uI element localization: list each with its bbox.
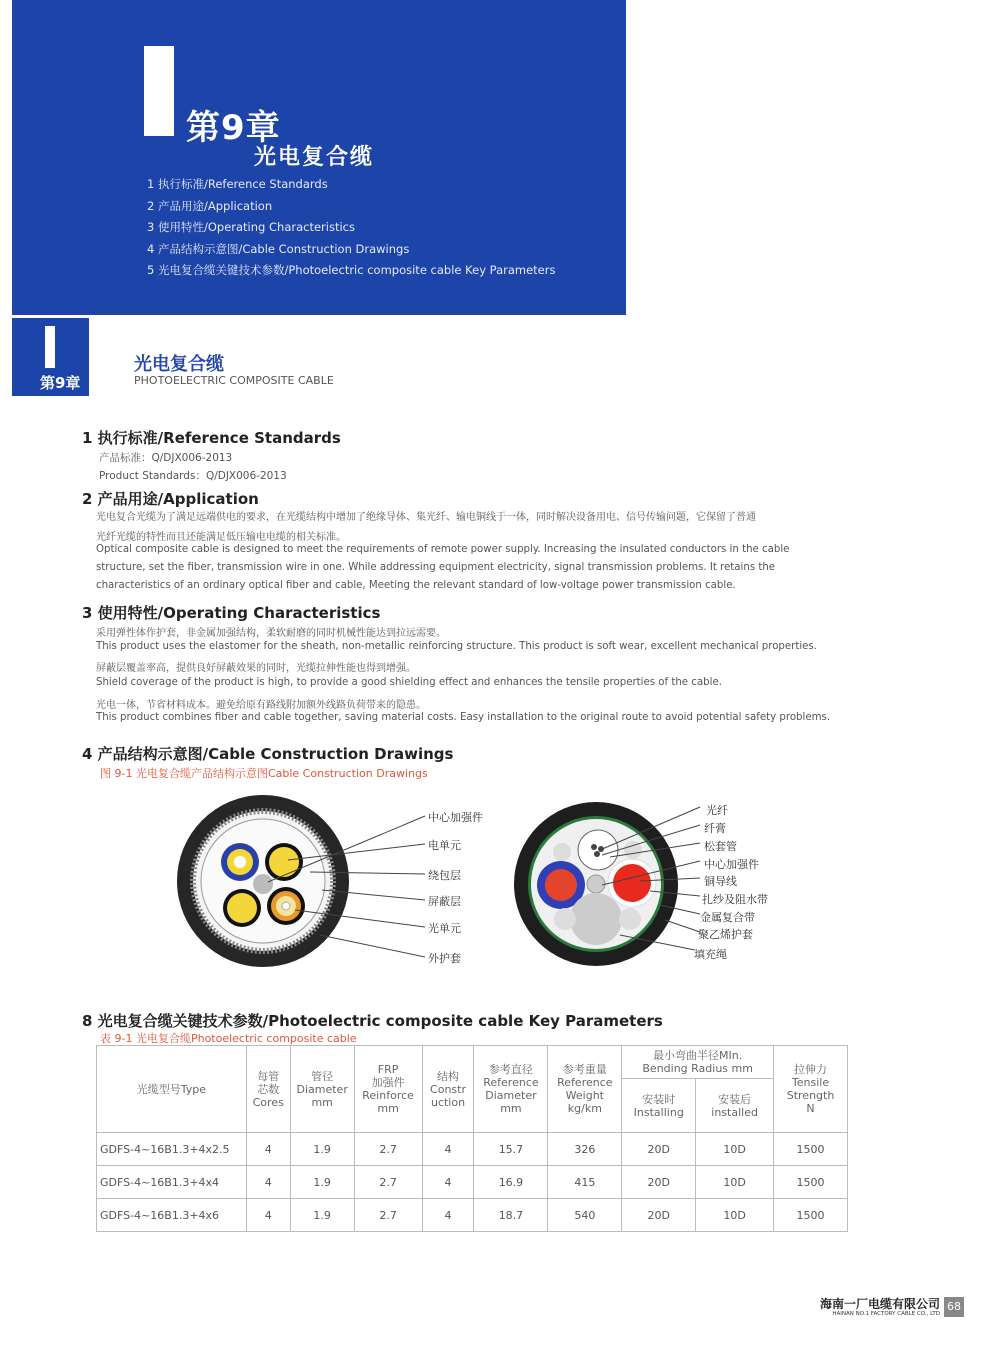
filler-rope [619,908,641,930]
application-en-1: Optical composite cable is designed to meet the requirements of remote power supply. Increasing the insulated conductors in the cable [96,544,790,555]
toc-item: 4 产品结构示意图/Cable Construction Drawings [147,241,410,256]
label-filler-rope: 填充绳 [694,948,727,961]
label-binder-tape: 扎纱及阻水带 [702,893,768,906]
characteristic-en-3: This product combines fiber and cable together, saving material costs. Easy installation to the original route to avoid potential safety problems. [96,712,831,723]
toc-item: 1 执行标准/Reference Standards [147,177,328,191]
toc-item: 3 使用特性/Operating Characteristics [147,220,355,234]
filler-rope [554,908,576,930]
label-electric-unit: 电单元 [428,839,461,852]
label-metal-tape: 金属复合带 [700,911,755,924]
application-cn-1: 光电复合光缆为了满足远端供电的要求，在光缆结构中增加了绝缘导体、集光纤、输电铜线于一体，同时解决设备用电、信号传输问题，它保留了普通 [96,512,756,523]
chapter-tab-label: 第9章 [40,374,81,392]
label-copper-conductor: 铜导线 [704,875,737,888]
chapter-title: 光电复合缆 [254,145,375,170]
header-installed: 安装后 installed [696,1079,774,1133]
characteristic-cn-3: 光电一体，节省材料成本。避免给原有路线附加额外线路负荷带来的隐患。 [96,700,426,711]
label-center-strength: 中心加强件 [704,858,759,871]
header-bending-radius: 最小弯曲半径MIn. Bending Radius mm [622,1046,774,1079]
chapter-number: 第9章 [186,108,281,148]
characteristic-cn-2: 屏蔽层覆盖率高，提供良好屏蔽效果的同时，光缆拉伸性能也得到增强。 [96,663,416,674]
characteristic-en-2: Shield coverage of the product is high, to provide a good shielding effect and enhances the tensile properties of the cable. [96,677,722,688]
center-strength-member [587,875,605,893]
section-title-en: PHOTOELECTRIC COMPOSITE CABLE [134,374,334,387]
electric-unit [221,843,259,881]
toc-item: 2 产品用途/Application [147,198,273,213]
header-frp: FRP 加强件 Reinforce mm [354,1046,422,1133]
section-header [12,318,626,396]
filler-rope [570,893,622,945]
label-pe-sheath: 聚乙烯护套 [698,928,753,941]
copper-conductor [608,859,656,907]
chapter-bar-graphic [144,46,174,136]
heading-key-parameters: 8 光电复合缆关键技术参数/Photoelectric composite cable Key Parameters [82,1012,663,1030]
footer-company-en: HAINAN NO.1 FACTORY CABLE CO., LTD [832,1311,940,1317]
header-ref-weight: 参考重量 Reference Weight kg/km [548,1046,622,1133]
label-shield-layer: 屏蔽层 [428,895,461,908]
application-en-3: characteristics of an ordinary optical fiber and cable, Meeting the relevant standard of low-voltage power transmission cable. [96,580,736,591]
table-row: GDFS-4~16B1.3+4x2.5 4 1.9 2.7 4 15.7 326 20D 10D 1500 [97,1133,848,1166]
heading-construction-drawings: 4 产品结构示意图/Cable Construction Drawings [82,745,454,763]
label-center-strength: 中心加强件 [428,811,483,824]
header-cores: 每管 芯数 Cores [246,1046,290,1133]
optical-unit [267,887,305,925]
loose-tube [578,830,618,870]
header-type: 光缆型号Type [97,1046,247,1133]
label-optical-unit: 光单元 [428,922,461,935]
filler-rope [553,843,571,861]
label-loose-tube: 松套管 [704,840,737,853]
label-outer-sheath: 外护套 [428,952,461,965]
chapter-toc [147,174,555,282]
heading-reference-standards: 1 执行标准/Reference Standards [82,429,341,447]
header-ref-diameter: 参考直径 Reference Diameter mm [474,1046,548,1133]
table-row: GDFS-4~16B1.3+4x6 4 1.9 2.7 4 18.7 540 20D 10D 1500 [97,1199,848,1232]
table-row: GDFS-4~16B1.3+4x4 4 1.9 2.7 4 16.9 415 20D 10D 1500 [97,1166,848,1199]
header-tensile: 拉伸力 Tensile Strength N [774,1046,848,1133]
center-strength-member [253,874,273,894]
figure-caption: 图 9-1 光电复合缆产品结构示意图Cable Construction Drawings [100,767,428,780]
toc-item: 5 光电复合缆关键技术参数/Photoelectric composite cable Key Parameters [147,263,556,277]
standard-cn: 产品标准：Q/DJX006-2013 [99,452,233,464]
section-title-cn: 光电复合缆 [134,354,224,375]
header-diameter: 管径 Diameter mm [290,1046,354,1133]
standard-en: Product Standards：Q/DJX006-2013 [99,470,287,482]
heading-operating-characteristics: 3 使用特性/Operating Characteristics [82,604,381,622]
characteristic-en-1: This product uses the elastomer for the sheath, non-metallic reinforcing structure. This product is soft wear, excellent mechanical properties. [96,641,817,652]
chapter-tab [12,318,89,396]
cable-drawing-left [170,790,470,980]
chapter-banner [12,0,626,315]
table-caption: 表 9-1 光电复合缆Photoelectric composite cable [100,1032,357,1045]
label-fiber: 光纤 [706,804,728,817]
footer-company-cn: 海南一厂电缆有限公司 [819,1297,940,1311]
label-fiber-gel: 纤膏 [704,822,726,835]
parameters-table [96,1045,848,1232]
label-wrap-layer: 绕包层 [428,869,461,882]
chapter-tab-bar [45,326,55,368]
application-cn-2: 光纤光缆的特性而且还能满足低压输电电缆的相关标准。 [96,532,346,543]
page-number: 68 [944,1297,964,1317]
characteristic-cn-1: 采用弹性体作护套，非金属加强结构，柔软耐磨的同时机械性能达到拉远需要。 [96,628,446,639]
cable-drawing-right [510,795,710,970]
electric-unit [223,889,261,927]
application-en-2: structure, set the fiber, transmission wire in one. While addressing equipment electricity, signal transmission problems. It retains the [96,562,776,573]
header-construction: 结构 Constr uction [422,1046,474,1133]
heading-application: 2 产品用途/Application [82,490,259,508]
header-installing: 安装时 Installing [622,1079,696,1133]
